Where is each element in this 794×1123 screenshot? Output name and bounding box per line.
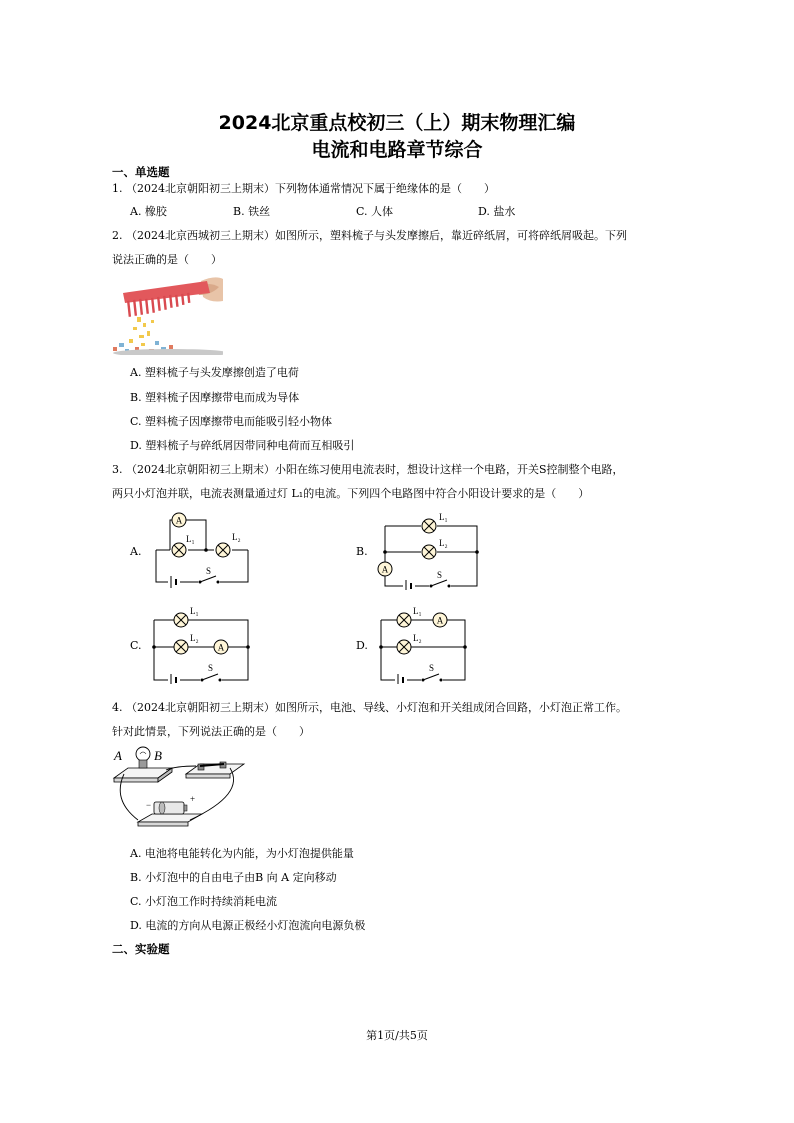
section-heading-single-choice: 一、单选题 — [112, 165, 170, 179]
question-2 — [112, 227, 627, 243]
lamp-l1-icon — [174, 613, 188, 627]
question-number: 2. — [112, 229, 123, 242]
option-2a: A. 塑料梳子与头发摩擦创造了电荷 — [130, 366, 299, 379]
option-2c: C. 塑料梳子因摩擦带电而能吸引轻小物体 — [130, 415, 333, 428]
lamp-l2-icon — [422, 545, 436, 559]
switch-icon — [421, 674, 443, 684]
battery-icon — [154, 802, 187, 814]
lamp-l1-label: L₁ — [186, 534, 195, 544]
question-text: （2024北京朝阳初三上期末）下列物体通常情况下属于绝缘体的是（ ） — [126, 182, 495, 195]
terminal-a-label: A — [114, 748, 122, 763]
lamp-l2-icon — [216, 543, 230, 557]
page-footer: 第1页/共5页 — [366, 1029, 428, 1042]
option-3d-label: D. — [356, 639, 368, 652]
lamp-l2-icon — [174, 640, 188, 654]
option-4b: B. 小灯泡中的自由电子由B 向 A 定向移动 — [130, 871, 337, 884]
option-4d: D. 电流的方向从电源正极经小灯泡流向电源负极 — [130, 919, 366, 932]
battery-icon — [395, 672, 407, 684]
lamp-l2-label: L₂ — [439, 538, 448, 548]
option-4c: C. 小灯泡工作时持续消耗电流 — [130, 895, 278, 908]
light-bulb-icon — [136, 747, 150, 768]
circuit-apparatus-figure — [110, 744, 248, 832]
terminal-b-label: B — [154, 748, 162, 763]
circuit-diagram-c — [148, 604, 254, 684]
lamp-l1-label: L₁ — [413, 606, 422, 616]
option-1b: B. 铁丝 — [233, 205, 271, 218]
circuit-diagram-b — [375, 510, 483, 590]
option-3a-label: A. — [130, 545, 142, 558]
battery-positive-label: + — [190, 794, 196, 804]
option-2d: D. 塑料梳子与碎纸屑因带同种电荷而互相吸引 — [130, 439, 355, 452]
option-1c: C. 人体 — [356, 205, 394, 218]
lamp-l1-icon — [172, 543, 186, 557]
question-2-continued: 说法正确的是（ ） — [112, 253, 222, 266]
ammeter-label: A — [175, 515, 183, 526]
lamp-l1-icon — [422, 519, 436, 533]
option-2b: B. 塑料梳子因摩擦带电而成为导体 — [130, 391, 300, 404]
switch-icon — [200, 674, 222, 684]
battery-icon — [403, 578, 415, 590]
switch-icon — [429, 580, 451, 590]
ammeter-label: A — [217, 642, 225, 653]
lamp-l2-label: L₂ — [413, 633, 422, 643]
question-text: （2024北京朝阳初三上期末）如图所示，电池、导线、小灯泡和开关组成闭合回路，小灯泡正常工作。 — [126, 701, 627, 714]
option-1d: D. 盐水 — [478, 205, 516, 218]
ammeter-label: A — [381, 564, 389, 575]
question-number: 3. — [112, 463, 123, 476]
lamp-l1-label: L₁ — [439, 512, 448, 522]
page-subtitle: 电流和电路章节综合 — [311, 139, 483, 161]
battery-icon — [168, 672, 180, 684]
comb-paper-figure — [111, 273, 223, 355]
lamp-l2-icon — [397, 640, 411, 654]
battery-icon — [168, 574, 180, 588]
ammeter-label: A — [436, 615, 444, 626]
switch-label: S — [437, 570, 443, 580]
lamp-l1-icon — [397, 613, 411, 627]
lamp-l1-label: L₁ — [190, 606, 199, 616]
lamp-l2-label: L₂ — [232, 532, 241, 542]
question-4-continued: 针对此情景，下列说法正确的是（ ） — [112, 725, 310, 738]
option-1a: A. 橡胶 — [130, 205, 167, 218]
question-number: 4. — [112, 701, 123, 714]
question-text: （2024北京朝阳初三上期末）小阳在练习使用电流表时，想设计这样一个电路，开关S控制整个电路， — [126, 463, 624, 476]
option-3b-label: B. — [356, 545, 368, 558]
option-4a: A. 电池将电能转化为内能，为小灯泡提供能量 — [130, 847, 354, 860]
switch-icon — [198, 576, 220, 586]
question-text: （2024北京西城初三上期末）如图所示，塑料梳子与头发摩擦后，靠近碎纸屑，可将碎纸屑吸起。下列 — [126, 229, 627, 242]
switch-label: S — [206, 566, 212, 576]
question-4 — [112, 699, 627, 715]
battery-negative-label: − — [146, 800, 152, 810]
circuit-diagram-d — [375, 604, 475, 684]
question-1 — [112, 180, 495, 196]
question-number: 1. — [112, 182, 123, 195]
circuit-diagram-a — [148, 510, 254, 588]
switch-label: S — [429, 663, 435, 673]
question-3-continued: 两只小灯泡并联，电流表测量通过灯 L₁的电流。下列四个电路图中符合小阳设计要求的是（ ） — [112, 487, 590, 500]
lamp-l2-label: L₂ — [190, 633, 199, 643]
option-3c-label: C. — [130, 639, 142, 652]
section-heading-experiment: 二、实验题 — [112, 942, 170, 956]
page-title: 2024北京重点校初三（上）期末物理汇编 — [218, 112, 576, 134]
question-3 — [112, 461, 624, 477]
switch-label: S — [208, 663, 214, 673]
